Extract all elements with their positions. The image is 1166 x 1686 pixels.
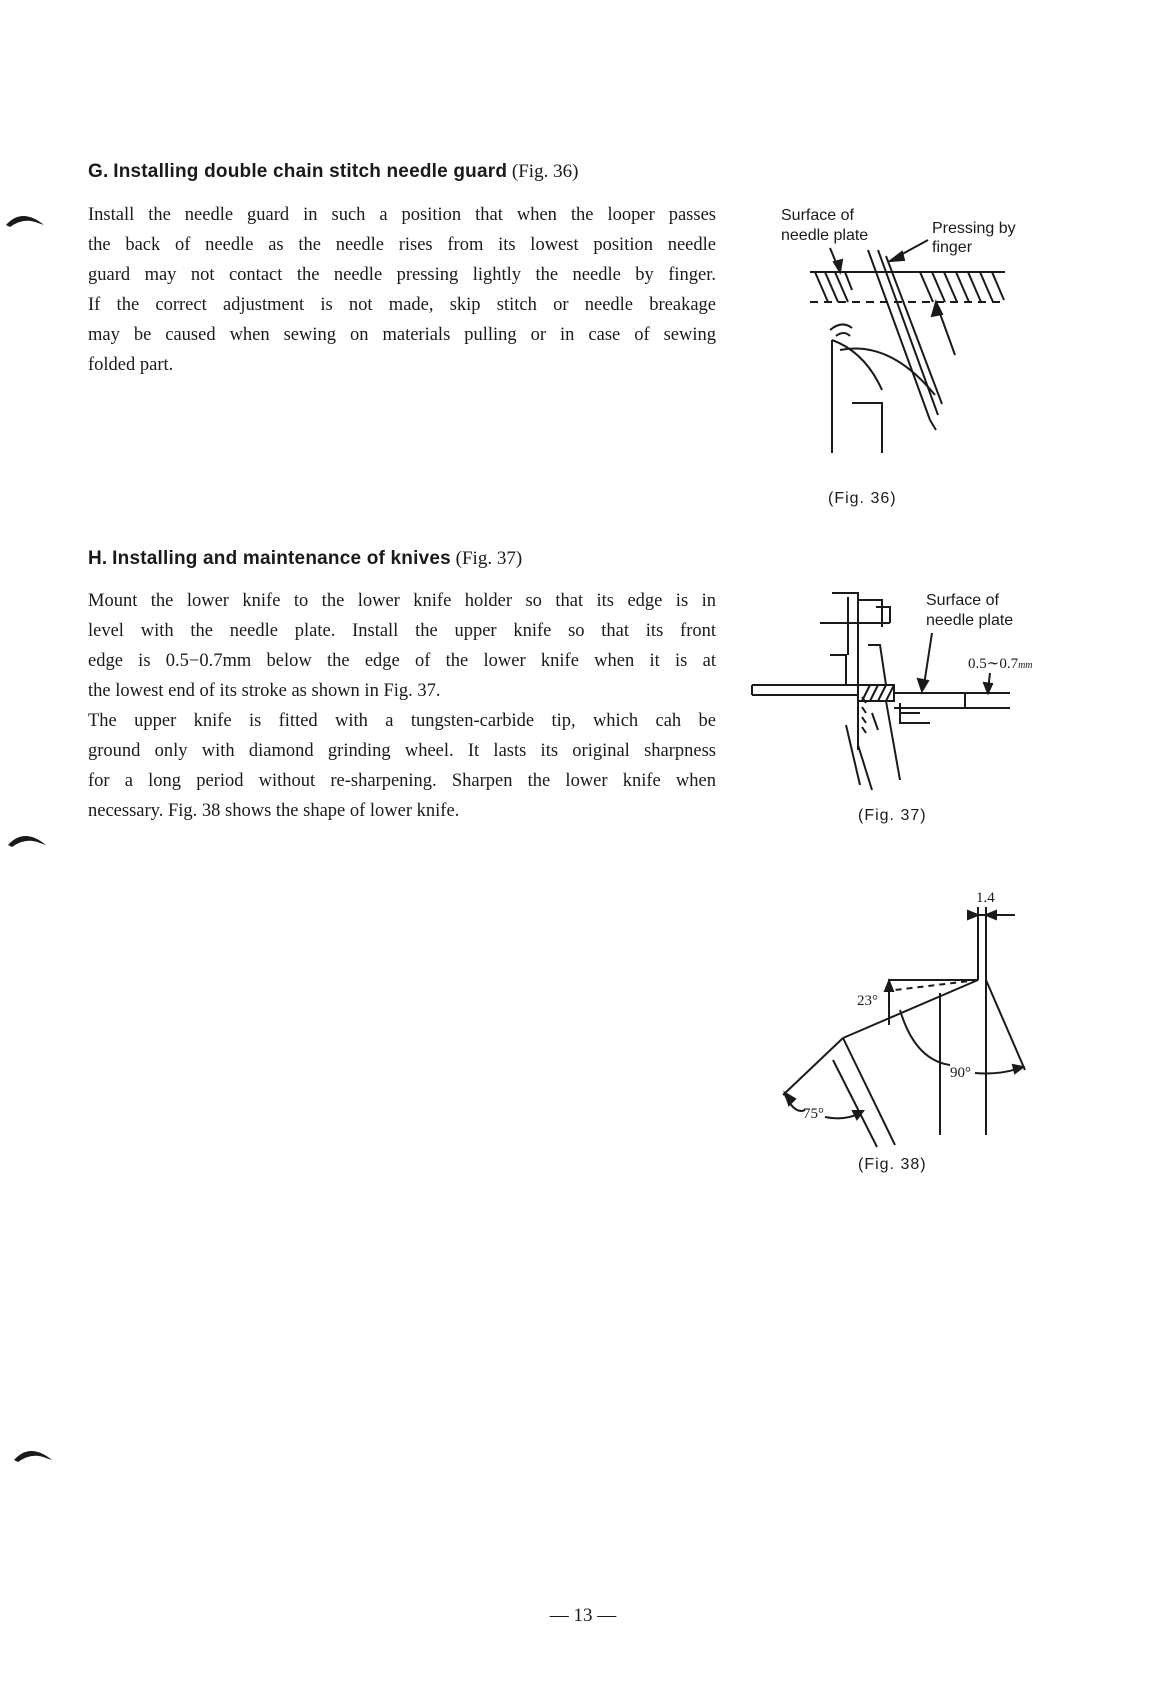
section-g-line: Install the needle guard in such a position that when the looper passes xyxy=(88,205,716,225)
section-g-letter: G. xyxy=(88,161,109,182)
fig37-lower-knife-hatch xyxy=(858,695,866,750)
fig37-surface-arrowhead xyxy=(918,679,928,691)
section-g-line: If the correct adjustment is not made, skip stitch or needle breakage xyxy=(88,295,716,315)
fig37-label-surface-1: Surface of xyxy=(926,592,999,609)
figure-38 xyxy=(765,885,1045,1155)
fig36-label-pressing-2: finger xyxy=(932,239,973,256)
fig37-lower-knife-holder xyxy=(900,703,930,723)
section-h-title: Installing and maintenance of knives xyxy=(112,548,451,569)
fig37-dimension-value: 0.5∼0.7 xyxy=(968,656,1019,672)
section-g-line: may be caused when sewing on materials pulling or in case of sewing xyxy=(88,325,716,345)
fig38-angle-90-arc xyxy=(900,1010,950,1065)
section-h-line: The upper knife is fitted with a tungsten-carbide tip, which cah be xyxy=(88,711,716,731)
section-h-line: edge is 0.5−0.7mm below the edge of the lower knife when it is at xyxy=(88,651,716,671)
fig36-finger-icon xyxy=(830,324,852,336)
section-h-line: the lowest end of its stroke as shown in Fig. 37. xyxy=(88,681,441,701)
fig38-width-dimension xyxy=(968,907,1015,1135)
section-h-fig-ref: (Fig. 37) xyxy=(455,548,523,569)
fig38-angle-23: 23° xyxy=(857,993,878,1009)
fig36-needle-guard xyxy=(832,340,882,453)
fig36-surface-arrowhead xyxy=(834,260,842,272)
fig38-dim-width: 1.4 xyxy=(976,890,995,906)
section-h-line: ground only with diamond grinding wheel. It lasts its original sharpness xyxy=(88,741,716,761)
fig36-plate-hatching-right xyxy=(920,272,1004,302)
fig37-dimension-arrowhead xyxy=(984,683,992,693)
section-g-line: guard may not contact the needle pressing lightly the needle by finger. xyxy=(88,265,716,285)
fig37-knife-body xyxy=(846,701,900,790)
fig36-label-surface-1: Surface of xyxy=(781,207,854,224)
fig36-pressing-arrowhead xyxy=(890,252,904,261)
section-h-line: level with the needle plate. Install the upper knife so that its front xyxy=(88,621,716,641)
figure-37 xyxy=(750,585,1050,805)
section-g-line: folded part. xyxy=(88,355,174,375)
section-g-fig-ref: (Fig. 36) xyxy=(511,161,579,182)
binder-hole-mark-icon xyxy=(12,1440,54,1468)
binder-hole-mark-icon xyxy=(4,205,46,233)
section-h-body xyxy=(88,586,716,826)
section-g-title: Installing double chain stitch needle guard xyxy=(113,161,508,182)
fig37-caption: (Fig. 37) xyxy=(858,807,927,824)
fig36-caption: (Fig. 36) xyxy=(828,490,897,507)
section-h-line: necessary. Fig. 38 shows the shape of lower knife. xyxy=(88,801,460,821)
fig37-upper-knife-holder xyxy=(820,593,890,745)
fig38-angle-75: 75° xyxy=(803,1106,824,1122)
fig36-plate-hatching-left xyxy=(815,272,852,302)
fig37-needle-plate-left xyxy=(752,685,858,695)
figure-36 xyxy=(770,190,1050,510)
fig36-motion-arrowhead xyxy=(932,302,942,316)
fig36-label-pressing-1: Pressing by xyxy=(932,220,1016,237)
fig37-surface-leader xyxy=(924,633,932,685)
fig37-label-surface-2: needle plate xyxy=(926,612,1014,629)
section-g-line: the back of needle as the needle rises from its lowest position needle xyxy=(88,235,716,255)
section-h-line: for a long period without re-sharpening. Sharpen the lower knife when xyxy=(88,771,716,791)
page-number: — 13 — xyxy=(549,1605,617,1626)
fig38-caption: (Fig. 38) xyxy=(858,1156,927,1173)
fig37-dimension-unit: mm xyxy=(1018,660,1033,671)
fig37-dimension xyxy=(968,656,1033,672)
fig36-label-surface-2: needle plate xyxy=(781,227,869,244)
fig38-angle-75-arrowhead-left xyxy=(785,1093,795,1105)
section-h-line: Mount the lower knife to the lower knife holder so that its edge is in xyxy=(88,591,716,611)
fig38-angle-90: 90° xyxy=(950,1065,971,1081)
fig36-looper-curve xyxy=(840,348,935,395)
fig38-angle-90-arrowhead xyxy=(1013,1065,1023,1073)
section-g-body xyxy=(88,200,716,380)
section-h-heading xyxy=(88,548,522,570)
binder-hole-mark-icon xyxy=(6,825,48,853)
section-h-letter: H. xyxy=(88,548,108,569)
section-g-heading xyxy=(88,161,578,183)
